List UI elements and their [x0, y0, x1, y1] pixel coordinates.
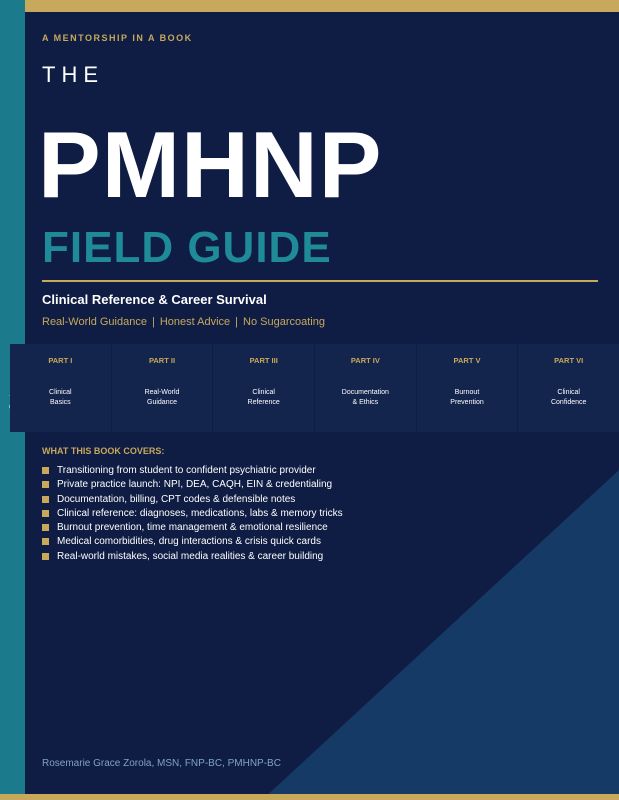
part-5 — [417, 344, 519, 432]
square-bullet-icon — [42, 510, 49, 517]
part-number: PART V — [453, 356, 481, 365]
tagline — [42, 316, 325, 328]
title-the: THE — [42, 62, 104, 87]
square-bullet-icon — [42, 553, 49, 560]
part-number: PART II — [148, 356, 176, 365]
part-6 — [518, 344, 619, 432]
list-item — [42, 535, 343, 549]
part-name: Real-World Guidance — [144, 389, 180, 406]
gold-divider — [42, 280, 598, 282]
part-3 — [213, 344, 315, 432]
part-2 — [112, 344, 214, 432]
tagline-separator: | — [235, 316, 239, 328]
part-name: Clinical Reference — [247, 389, 280, 406]
square-bullet-icon — [42, 538, 49, 545]
title-main: PMHNP — [38, 112, 383, 217]
square-bullet-icon — [42, 481, 49, 488]
top-gold-bar — [0, 0, 619, 12]
bottom-gold-bar — [0, 794, 619, 800]
part-number: PART IV — [350, 356, 380, 365]
tagline-separator: | — [151, 316, 155, 328]
parts-strip — [10, 344, 619, 432]
part-number: PART I — [48, 356, 73, 365]
list-item-text: Burnout prevention, time management & emotional resilience — [57, 522, 328, 534]
list-item-text: Documentation, billing, CPT codes & defensible notes — [57, 493, 296, 505]
tagline-item: No Sugarcoating — [243, 316, 325, 328]
list-item-text: Real-world mistakes, social media realities & career building — [57, 550, 324, 562]
list-item-text: Clinical reference: diagnoses, medications, labs & memory tricks — [57, 507, 343, 519]
part-number: PART III — [249, 356, 278, 365]
part-name: Burnout Prevention — [450, 389, 484, 406]
list-item-text: Private practice launch: NPI, DEA, CAQH, EIN & credentialing — [57, 479, 333, 491]
list-item — [42, 464, 343, 478]
title-sub: FIELD GUIDE — [42, 223, 332, 272]
part-name: Clinical Basics — [49, 389, 72, 406]
list-item — [42, 507, 343, 521]
covers-list — [42, 464, 343, 564]
list-item-text: Transitioning from student to confident psychiatric provider — [57, 465, 316, 476]
square-bullet-icon — [42, 496, 49, 503]
part-name: Documentation & Ethics — [341, 389, 389, 406]
kicker-text: A MENTORSHIP IN A BOOK — [42, 33, 193, 43]
tagline-item: Real-World Guidance — [42, 316, 147, 328]
part-number: PART VI — [554, 356, 584, 365]
covers-heading: WHAT THIS BOOK COVERS: — [42, 446, 165, 456]
author-name: Rosemarie Grace Zorola, MSN, FNP-BC, PMHNP-BC — [42, 758, 281, 769]
part-4 — [315, 344, 417, 432]
part-1 — [10, 344, 112, 432]
list-item — [42, 493, 343, 507]
square-bullet-icon — [42, 467, 49, 474]
part-name: Clinical Confidence — [550, 389, 587, 406]
list-item — [42, 550, 343, 564]
subtitle: Clinical Reference & Career Survival — [42, 292, 267, 307]
tagline-item: Honest Advice — [159, 316, 231, 328]
list-item — [42, 521, 343, 535]
list-item — [42, 478, 343, 492]
list-item-text: Medical comorbidities, drug interactions & crisis quick cards — [57, 536, 321, 548]
square-bullet-icon — [42, 524, 49, 531]
